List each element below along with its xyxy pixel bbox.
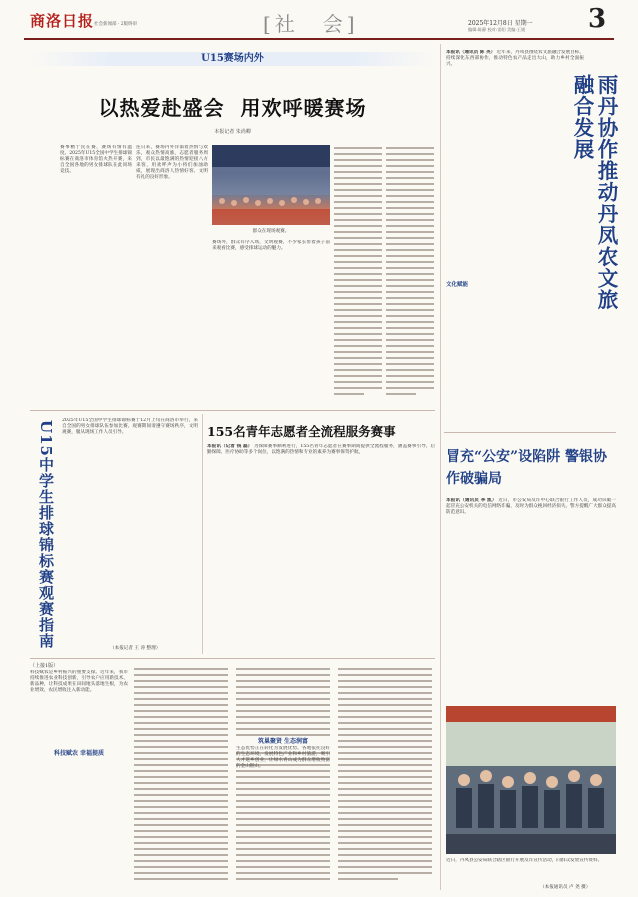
editor-line: 编辑:陈静 校对:雷阳 美编:王媛: [468, 27, 526, 32]
fraud-photo-caption: [446, 858, 616, 884]
volunteer-byline: 本报讯（记者 钱 磊）: [207, 444, 253, 449]
fraud-photo: [446, 706, 616, 854]
right-article-column-1: [446, 50, 584, 428]
bottom-text-lines: [134, 664, 434, 890]
article1-text-columns: [334, 145, 434, 407]
volunteer-headline: 155名青年志愿者全流程服务赛事: [207, 424, 396, 439]
column-banner-text: U15赛场内外: [201, 53, 264, 64]
article1-column-2: [136, 145, 208, 407]
article1-paragraph-1: 赛事精于民在赛，赛场有情有温度。2025年U15全国中学生排球锦标赛在商洛市体育馆火热开赛，来自全国各地的男女排球队在此同场竞技。: [60, 145, 132, 175]
page-number: 3: [588, 4, 607, 34]
main-headline: 以热爱赴盛会 用欢呼暖赛场: [98, 96, 367, 120]
masthead-meta: 社会新闻部 · 2版终审: [94, 22, 138, 27]
right-vertical-headline-text: 雨丹协作推动丹凤农文旅融合发展: [570, 74, 618, 311]
continuation-label: （上接1版）: [30, 663, 59, 669]
fraud-photo-caption-text: 近日，丹凤县公安局联合辖区银行开展反诈宣传活动，向群众发放宣传资料。: [446, 858, 603, 863]
event-photo: [212, 145, 330, 225]
bottom-mid-subhead: 筑巢聚贤 生态润富: [257, 738, 309, 745]
article1-paragraph-3: 赛场外，群众有序入场，文明观赛，不少家长带着孩子前来观看比赛，感受排球运动的魅力。: [212, 240, 330, 252]
photo1-caption: 群众在现场观赛。: [252, 229, 290, 234]
vertical-guide-body: [62, 418, 198, 642]
fraud-body: 近日，市公安局反诈中心联合银行工作人员，成功识破一起冒充公安机关的电信网络诈骗，及时为群众挽回经济损失。警方提醒广大群众提高防范意识。: [446, 498, 616, 516]
bottom-mid-body: 生态优势正在转化为发展优势。各地依托良好的生态环境，发展特色产业和乡村旅游，吸引人才返乡创业，让绿水青山成为群众增收致富的金山银山。: [236, 746, 330, 770]
vertical-guide-title-text: U15中学生排球锦标赛观赛指南: [37, 420, 55, 649]
section-title: [社 会]: [263, 12, 359, 36]
volunteer-body: 为保障赛事顺利进行，155名青年志愿者在赛事期间提供全流程服务，涵盖赛事引导、后勤保障、医疗协助等多个岗位，以饱满的热情和专业的素养为赛事保驾护航。: [207, 444, 435, 456]
fraud-photo-credit: （本报通讯员 卢 尧 摄）: [540, 885, 591, 890]
fraud-article: [446, 498, 616, 698]
fraud-headline-text: 冒充“公安”设陷阱 警银协作破骗局: [446, 449, 607, 487]
fraud-headline: [446, 446, 616, 490]
crowd-image: [212, 145, 330, 225]
vertical-guide-byline: （本报记者 王 涛 整理）: [110, 646, 161, 651]
article1-column-3: [212, 240, 330, 407]
bottom-left-subhead: 科技赋农 幸福提质: [53, 750, 105, 757]
anti-fraud-event-image: [446, 706, 616, 854]
right-article-body: 近年来，丹凤县围绕农文旅融合发展目标，持续深化东西部协作，推动特色农产品走出大山，助力乡村全面振兴。: [446, 50, 584, 68]
issue-date: 2025年12月8日 星期一: [468, 20, 533, 27]
volunteer-article: [207, 444, 435, 654]
bottom-mid-column: [236, 746, 330, 776]
bottom-left-column: [30, 670, 128, 890]
right-vertical-headline: [570, 74, 618, 324]
vertical-guide-body-text: 2025年U15全国中学生排球锦标赛于12月上旬在商洛市举行，来自全国的男女排球队伍参加比赛。观赛期间请遵守赛场秩序，文明观赛，服从现场工作人员引导。: [62, 418, 198, 436]
article1-column-1: [60, 145, 132, 407]
article1-paragraph-2: 连日来，赛场内外洋溢着热情与欢乐，观众热情高涨，志愿者服务周到，市民以最饱满的热情迎接八方来客，用欢呼声为小将们加油助威，展现出商洛人热情好客、文明有礼的良好形象。: [136, 145, 208, 181]
vertical-guide-title: [32, 420, 54, 655]
main-byline: 本报记者 朱尚卿: [214, 129, 251, 135]
fraud-byline: 本报讯（通讯员 李 凯）: [446, 498, 497, 503]
masthead: [0, 0, 638, 38]
bottom-text-columns: [134, 664, 434, 890]
right-article-byline: 本报讯（通讯员 陈 英）: [446, 50, 496, 55]
text-lines-graphic: [334, 145, 434, 407]
newspaper-logo: 商洛日报: [30, 12, 95, 30]
right-subhead: 文化赋能: [446, 282, 469, 288]
bottom-left-body: 科技赋农是乡村振兴的重要支撑。近年来，我市持续推进农业科技创新，引导农户应用新技术、新品种，让科技成果在田间地头落地生根，为农业增效、农民增收注入新动能。: [30, 670, 128, 694]
column-banner: [30, 52, 435, 66]
